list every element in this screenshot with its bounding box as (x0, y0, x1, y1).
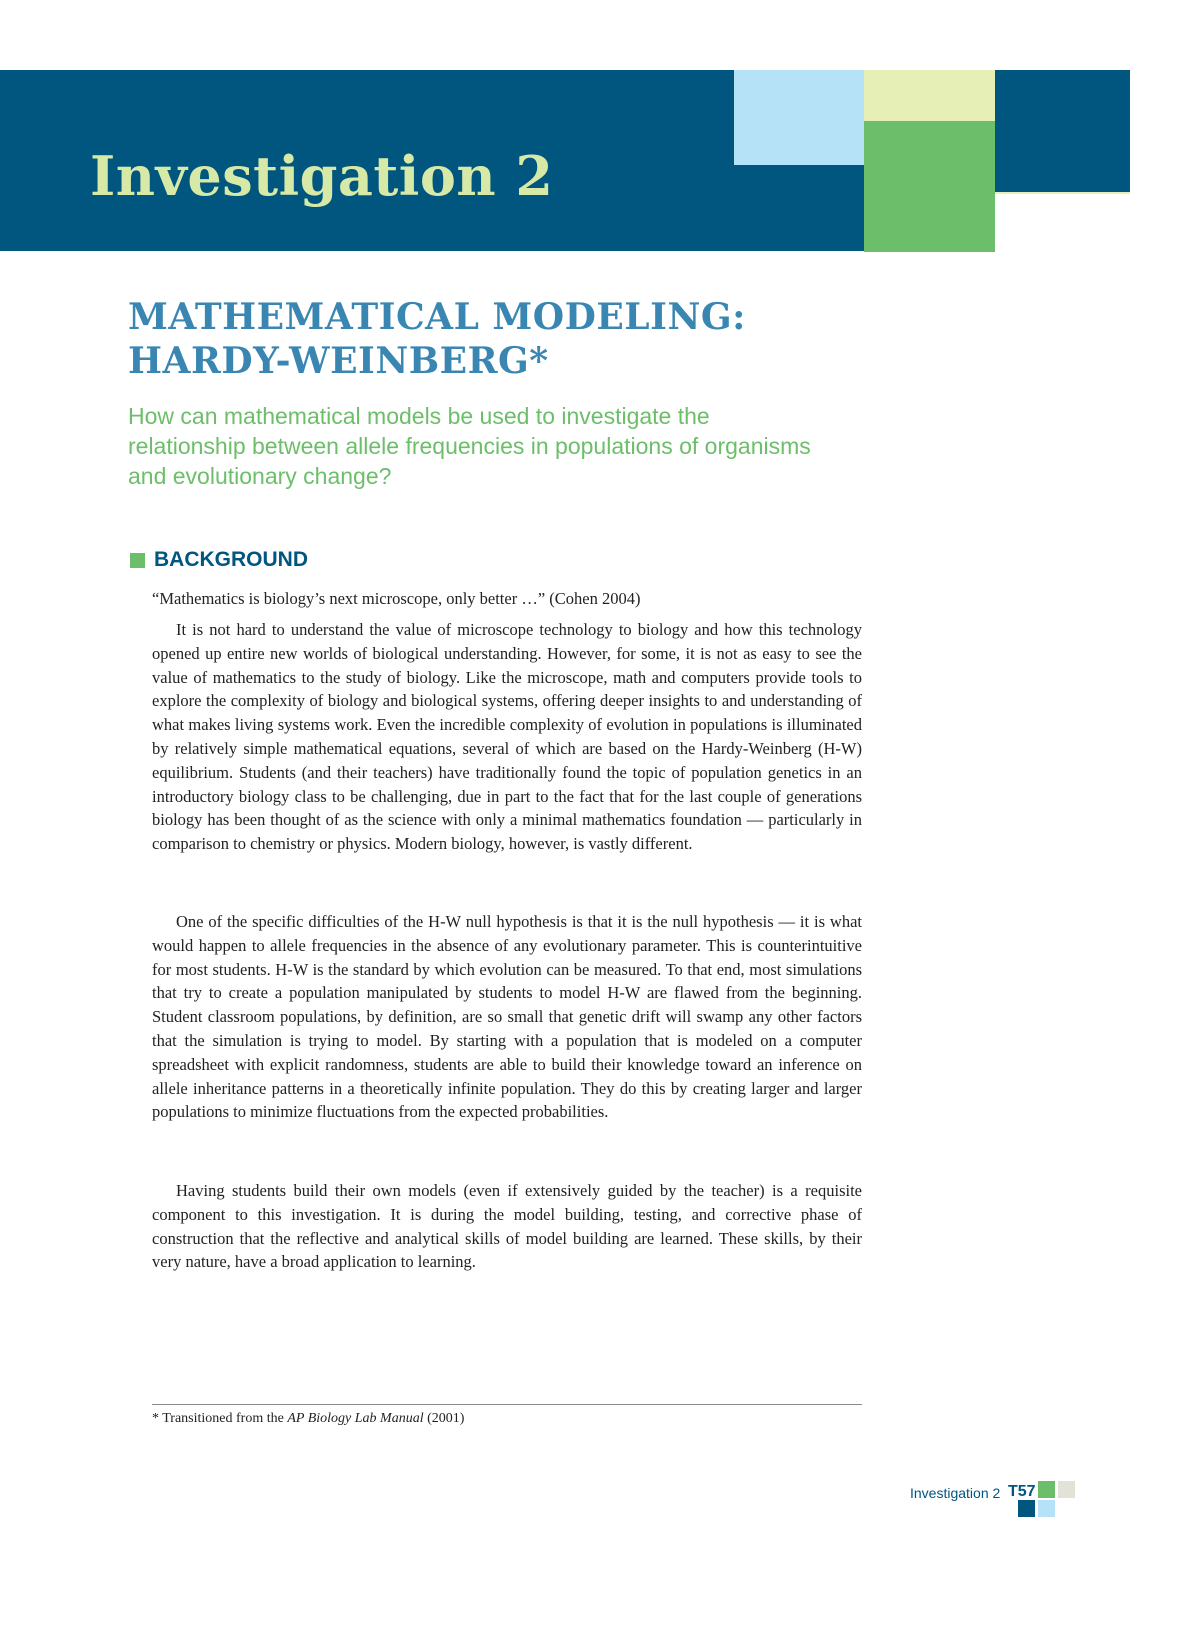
page-number: T57 (1008, 1483, 1036, 1500)
footer-square-green (1038, 1481, 1055, 1498)
epigraph-quote: “Mathematics is biology’s next microscope, only better …” (Cohen 2004) (152, 589, 641, 608)
decorative-block-cream (864, 70, 995, 121)
decorative-line (995, 192, 1130, 194)
body-paragraph: One of the specific difficulties of the H-W null hypothesis is that it is the null hypothesis — it is what would happen to allele frequencies in the absence of any evolutionary parameter. This is counterintuitive for most students. H-W is the standard by which evolution can be measured. To that end, most simulations that try to create a population manipulated by students to model H-W are flawed from the beginning. Student classroom populations, by definition, are so small that genetic drift will swamp any other factors that the simulation is trying to model. By starting with a population that is modeled on a computer spreadsheet with explicit randomness, students are able to build their knowledge toward an inference on allele inheritance patterns in a theoretically infinite population. They do this by creating larger and larger populations to minimize fluctuations from the expected probabilities. (152, 912, 862, 1122)
investigation-title: Investigation 2 (90, 144, 554, 208)
footnote-divider (152, 1404, 862, 1405)
decorative-block-navy (995, 70, 1130, 192)
footnote-suffix: (2001) (423, 1411, 465, 1426)
footer-square-beige (1058, 1481, 1075, 1498)
footnote-book-title: AP Biology Lab Manual (287, 1411, 424, 1426)
footer-square-light-blue (1038, 1500, 1055, 1517)
body-paragraph: Having students build their own models (even if extensively guided by the teacher) is a requisite component to this investigation. It is during the model building, testing, and corrective phase of construction that the reflective and analytical skills of model building are learned. These skills, by their very nature, have a broad application to learning. (152, 1181, 862, 1272)
footnote (152, 1409, 464, 1429)
decorative-block-green (864, 121, 995, 252)
guiding-question: How can mathematical models be used to investigate the relationship between allele frequencies in populations of organisms and evolutionary change? (128, 403, 811, 489)
page-title (128, 295, 746, 383)
footer-label: Investigation 2 (910, 1485, 1001, 1501)
page-title-line2: HARDY-WEINBERG* (128, 340, 549, 382)
footer-square-navy (1018, 1500, 1035, 1517)
footnote-prefix: * Transitioned from the (152, 1411, 288, 1426)
section-marker-icon (130, 553, 145, 568)
page-title-line1: MATHEMATICAL MODELING: (128, 296, 746, 338)
body-paragraph: It is not hard to understand the value of microscope technology to biology and how this technology opened up entire new worlds of biological understanding. However, for some, it is not as easy to see the value of mathematics to the study of biology. Like the microscope, math and computers provide tools to explore the complexity of biology and biological systems, offering deeper insights to and understanding of what makes living systems work. Even the incredible complexity of evolution in populations is illuminated by relatively simple mathematical equations, several of which are based on the Hardy-Weinberg (H-W) equilibrium. Students (and their teachers) have traditionally found the topic of population genetics in an introductory biology class to be challenging, due in part to the fact that for the last couple of generations biology has been thought of as the science with only a minimal mathematics foundation — particularly in comparison to chemistry or physics. Modern biology, however, is vastly different. (152, 620, 862, 854)
decorative-block-light-blue (734, 70, 864, 165)
section-heading: BACKGROUND (154, 548, 308, 571)
